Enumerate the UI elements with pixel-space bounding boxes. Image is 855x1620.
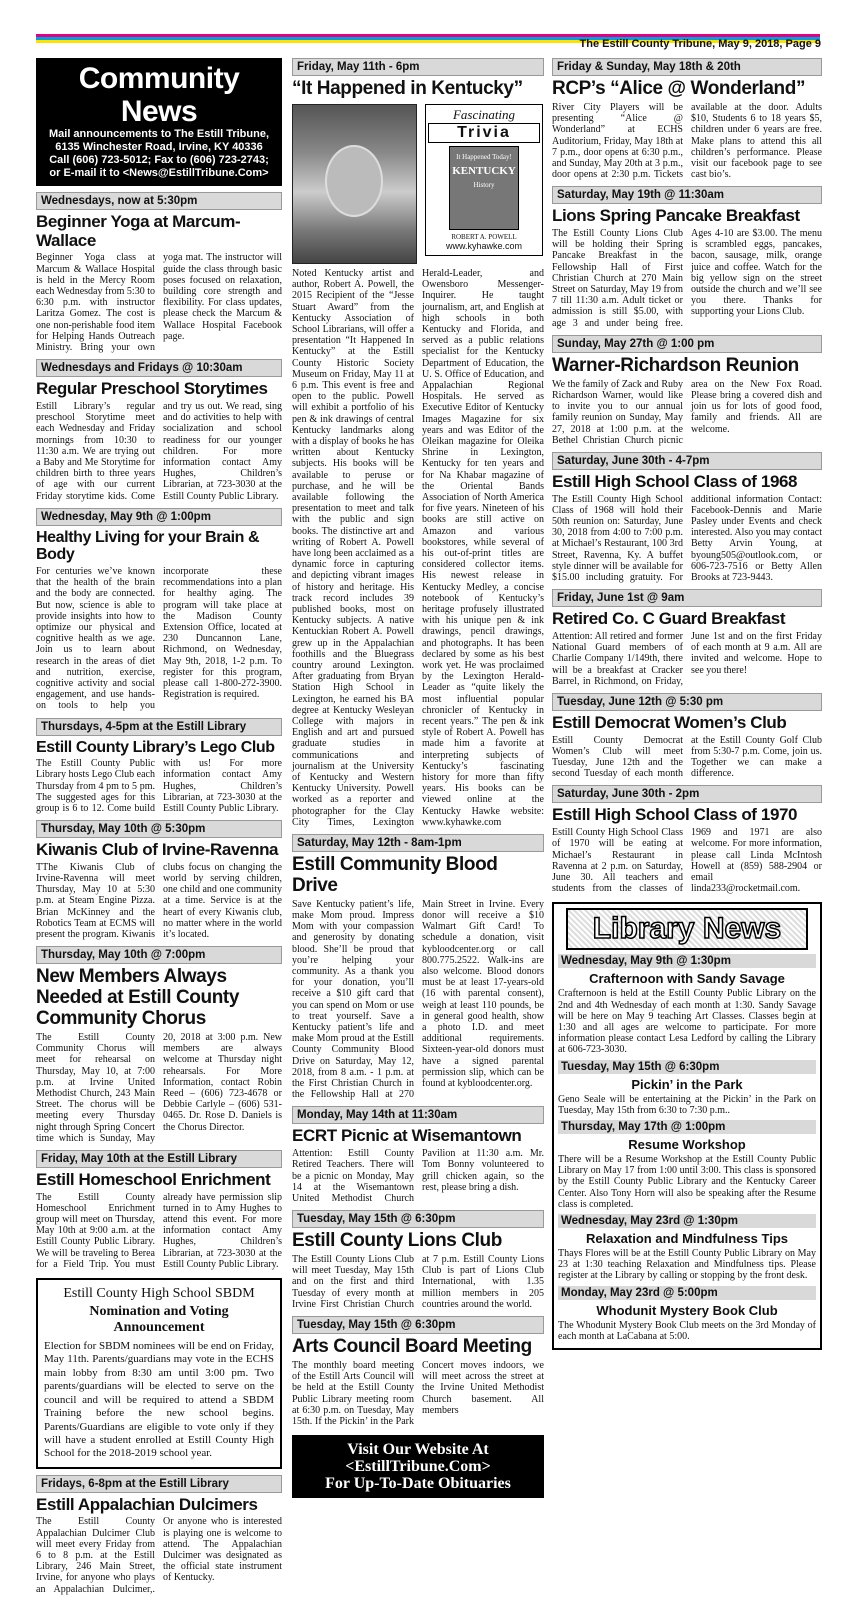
- event-date: Saturday, May 19th @ 11:30am: [552, 186, 822, 204]
- event-date: Thursday, May 10th @ 5:30pm: [36, 820, 282, 838]
- library-event-body: Geno Seale will be entertaining at the Pickin’ in the Park on Tuesday, May 15th from 6:30 to 7:30 p.m..: [558, 1093, 816, 1116]
- sbdm-body: Election for SBDM nominees will be end on Friday, May 11th. Parents/guardians may vote in the ECHS main lobby from 8:30 am until 3:00 pm. Two parents/guardians will be elected to serve on the council and will be required to attend a SBDM Training before the new school begins. Parents/Guardians are eligible to vote only if they will have a student enrolled at Estill County High School for the 2018-2019 school year.: [44, 1340, 274, 1460]
- book-line2: Trivia: [428, 123, 540, 143]
- event-date: Wednesdays, now at 5:30pm: [36, 192, 282, 210]
- library-event-title: Pickin’ in the Park: [631, 1076, 743, 1092]
- library-event-date: Thursday, May 17th @ 1:00pm: [558, 1120, 816, 1134]
- event-body: River City Players will be presenting “Alice @ Wonderland” at ECHS Auditorium, Friday, May 18th at 7 p.m., door opens at 6:30 p.m., and Sunday, May 20th at 3 p.m., door opens at 2:30 p.m. Tickets available at the door. Adults $10, Students 6 to 18 years $5, children under 6 years are free. Make plans to attend this all children’s performance. Please visit our facebook page to see cast bio’s.: [552, 101, 822, 181]
- event-title: Retired Co. C Guard Breakfast: [552, 609, 786, 629]
- event-body: For centuries we’ve known that the health of the brain and the body are connected. But now, science is able to provide insights into how to optimize our physical and cognitive health as we age. Join us to learn about research in the areas of diet and nutrition, exercise, cognitive activity and social engagement, and use hands-on tools to help you incorporate these recommendations into a plan for healthy aging. The program will take place at the Madison County Extension Office, located at 230 Duncannon Lane, Richmond, on Wednesday, May 9th, 2018, 1-2 p.m. To register for this program, please call 1-800-272-3900. Registration is required.: [36, 565, 282, 712]
- book-cover-top: It Happened Today!: [456, 152, 512, 161]
- library-event-body: The Whodunit Mystery Book Club meets on the 3rd Monday of each month at LaCabana at 5:00.: [558, 1319, 816, 1342]
- event-date: Tuesday, June 12th @ 5:30 pm: [552, 693, 822, 711]
- event-body: The Estill County Lions Club will meet Tuesday, May 15th and on the first and third Tuesday of every month at Irvine First Christian Church at 7 p.m. Estill County Lions Club is part of Lions Club International, with 1.35 million members in 205 countries around the world.: [292, 1254, 544, 1310]
- event-date: Wednesdays and Fridays @ 10:30am: [36, 359, 282, 377]
- library-event-body: There will be a Resume Workshop at the Estill County Public Library on May 17 from 1:00 until 3:00. This class is sponsored by the Estill County Public Library and the Kentucky Career Center. Also Tony Horn will also be speaking after the Resume class is completed.: [558, 1153, 816, 1210]
- event-title: Estill High School Class of 1970: [552, 805, 798, 825]
- community-address-line: Mail announcements to The Estill Tribune,: [48, 128, 270, 140]
- event-body: Estill Library’s regular preschool Storytime meet each Wednesday and Friday mornings from 10:30 to 11:30 a.m. We are trying out a Baby and Me Storytime for children birth to three years of age with our current Friday storytime kids. Come and try us out. We read, sing and do activities to help with socialization and school readiness for our younger children. For more information contact Amy Hughes, Children’s Librarian, at 723-3030 at the Estill County Public Library.: [36, 400, 282, 502]
- book-cover: [449, 146, 519, 230]
- book-cover-title: KENTUCKY: [452, 164, 516, 177]
- library-event-body: Thays Flores will be at the Estill County Public Library on May 23 at 1:30 teaching Relaxation and Mindfulness tips. Please register at the Library by calling or stopping by the front desk.: [558, 1248, 816, 1282]
- event-title: RCP’s “Alice @ Wonderland”: [552, 78, 806, 99]
- sbdm-announcement-box: [36, 1278, 282, 1469]
- event-date: Saturday, June 30th - 4-7pm: [552, 452, 822, 470]
- book-cover-image: [425, 104, 543, 256]
- event-date: Wednesday, May 9th @ 1:00pm: [36, 508, 282, 526]
- community-address-line: Call (606) 723-5012; Fax to (606) 723-2743;: [49, 154, 269, 166]
- community-news-title: Community News: [78, 62, 240, 128]
- page-info: The Estill County Tribune, May 9, 2018, Page 9: [579, 38, 821, 50]
- event-title: Beginner Yoga at Marcum-Wallace: [36, 212, 241, 250]
- event-title: Estill County Library’s Lego Club: [36, 738, 275, 756]
- column-left: [36, 58, 282, 1595]
- event-body: Attention: Estill County Retired Teachers. There will be a picnic on Monday, May 14 at the Wisemantown United Methodist Church Pavilion at 11:30 a.m. Mr. Tom Bonny volunteered to grill chicken again, so the rest, please bring a dish.: [292, 1148, 544, 1204]
- event-date: Thursdays, 4-5pm at the Estill Library: [36, 718, 282, 736]
- library-event-date: Tuesday, May 15th @ 6:30pm: [558, 1060, 816, 1074]
- event-title: Estill Community Blood Drive: [292, 854, 498, 896]
- sbdm-heading: Estill County High School SBDM: [63, 1286, 255, 1302]
- author-photo: [292, 104, 417, 264]
- library-event-date: Wednesday, May 9th @ 1:30pm: [558, 954, 816, 968]
- event-title: Estill Appalachian Dulcimers: [36, 1494, 258, 1514]
- community-address-line: 6135 Winchester Road, Irvine, KY 40336: [55, 141, 263, 153]
- event-title: New Members Always Needed at Estill County Community Chorus: [36, 966, 240, 1030]
- event-body: The monthly board meeting of the Estill Arts Council will be held at the Estill County Public Library meeting room at 6:30 p.m. on Tuesday, May 15th. If the Pickin’ in the Park Concert moves indoors, we will meet across the street at the Irvine United Methodist Church basement. All members: [292, 1359, 544, 1427]
- event-body: Estill County High School Class of 1970 will be eating at Michael’s Restaurant in Ravenna at 2 p.m. on Saturday, June 30. All teachers and students from the classes of 1969 and 1971 are also welcome. For more information, please call Linda McIntosh Howell at (859) 588-2904 or email linda233@rocketmail.com.: [552, 827, 822, 895]
- event-title: ECRT Picnic at Wisemantown: [292, 1126, 522, 1146]
- event-date: Friday, May 11th - 6pm: [292, 58, 544, 76]
- event-body: Beginner Yoga class at Marcum & Wallace Hospital is held in the Mercy Room each Wednesday from 5:30 to 6:30 p.m. with instructor Laritza Gomez. The cost is one non-perishable food item for Helping Hands Outreach Ministry. Bring your own yoga mat. The instructor will guide the class through basic poses focused on relaxation, building core strength and flexibility. For class updates, please check the Marcum & Wallace Hospital Facebook page.: [36, 252, 282, 353]
- event-date: Saturday, June 30th - 2pm: [552, 785, 822, 803]
- event-date: Friday, June 1st @ 9am: [552, 589, 822, 607]
- event-date: Friday, May 10th at the Estill Library: [36, 1150, 282, 1168]
- website-banner: [292, 1435, 544, 1498]
- library-event-title: Relaxation and Mindfulness Tips: [585, 1231, 788, 1246]
- book-author: ROBERT A. POWELL: [451, 232, 517, 241]
- library-event-body: Crafternoon is held at the Estill County Public Library on the 2nd and 4th Wednesday of each month at 1:30. Sandy Savage will be here on May 9 teaching Art Classes. Classes begin at 1:30 and all ages are welcome to participate. For more information please contact Lesa Ledford by calling the Library at 606-723-3030.: [558, 988, 816, 1056]
- library-news-title: Library News: [566, 908, 808, 950]
- library-event-title: Crafternoon with Sandy Savage: [589, 971, 785, 987]
- book-url: www.kyhawke.com: [445, 240, 523, 251]
- event-body: Estill County Democrat Women’s Club will meet Tuesday, June 12th and the second Tuesday of each month at the Estill County Golf Club from 5:30-7 p.m. Come, join us. Together we can make a difference.: [552, 734, 822, 780]
- column-right: [552, 58, 822, 1350]
- event-title: Warner-Richardson Reunion: [552, 354, 799, 376]
- event-body: The Estill County Homeschool Enrichment group will meet on Thursday, May 10th at 9:00 a.m. at the Estill County Public Library. We will be traveling to Berea for a Field Trip. You must already have permission slip turned in to Amy Hughes to attend this event. For more information contact Amy Hughes, Children’s Librarian, at 723-3030 at the Estill County Public Library.: [36, 1191, 282, 1270]
- library-event-date: Monday, May 23rd @ 5:00pm: [558, 1286, 816, 1300]
- library-event-title: Whodunit Mystery Book Club: [596, 1302, 778, 1318]
- event-title: Estill High School Class of 1968: [552, 471, 798, 491]
- event-body: The Estill County Lions Club will be holding their Spring Pancake Breakfast in the Fellowship Hall of First Christian Church at 270 Main Street on Saturday, May 19 from 7 till 11:30 a.m. Adult ticket or admission is still $5.00, with age 3 and under being free. Ages 4-10 are $3.00. The menu is scrambled eggs, pancakes, bacon, sausage, milk, orange juice and coffee. Watch for the big yellow sign on the street outside the church and we’ll see you there. Thanks for supporting your Lions Club.: [552, 228, 822, 329]
- event-body: Noted Kentucky artist and author, Robert A. Powell, the 2015 Recipient of the “Jesse Stuart Award” from the Kentucky Association of School Librarians, will offer a presentation “It Happened In Kentucky” at the Estill County Historic Society Museum on Friday, May 11 at 6 p.m. This event is free and open to the public. Powell will exhibit a portfolio of his pen & ink drawings of central Kentucky landmarks along with a display of books he has written about Kentucky subjects. His books will be available to peruse or purchase, and he will be available following the presentation to meet and talk with the public and sign books. The distinctive art and writing of Robert A. Powell have long been acclaimed as a dynamic force in capturing and depicting vibrant images of history and heritage. His track record includes 39 published books, most on Kentucky subjects. A native Kentuckian Robert A. Powell grew up in the Appalachian foothills and the Bluegrass country around Lexington. After graduating from Bryan Station High School in Lexington, he earned his BA degree at Kentucky Wesleyan College with majors in English and art and pursued graduate studies in communications and journalism at the University of Kentucky and Western Kentucky University. Powell worked as a reporter and photographer for the Clay City Times, Lexington Herald-Leader, and Owensboro Messenger-Inquirer. He taught journalism, art, and English at high schools in both Kentucky and Florida, and served as a public relations specialist for the Kentucky Department of Education, the U. S. Office of Education, and Appalachian Regional Hospitals. He served as Executive Editor of Kentucky Images Magazine for six years and was Editor of the Oleikan magazine for Oleika Shrine in Lexington, Kentucky for ten years and for Na Khabar magazine of the Oriental Bands Association of North America for five years. Nineteen of his books are still active on Amazon and various bookstores, while several of his out-of-print titles are considered collector items. His newest release in Kentucky Medley, a concise notebook of Kentucky’s heritage profusely illustrated with his unique pen & ink drawings, pencil drawings, and photographs. It has been declared by some as his best work yet. He was proclaimed by the Lexington Herald-Leader as “quite likely the most influential popular chronicler of Kentucky in recent years.” The pen & ink style of Robert A. Powell has made him a favorite at interpreting subjects of Kentucky’s fascinating history for more than fifty years. His books can be viewed online at the Kentucky Hawke website: www.kyhawke.com: [292, 267, 544, 828]
- library-event-title: Resume Workshop: [628, 1136, 746, 1152]
- event-body: The Estill County High School Class of 1968 will hold their 50th reunion on: Saturday, June 30, 2018 from 4:00 to 7:00 p.m. at Michael’s Restaurant, 100 3rd Street, Ravenna, Ky. A buffet style dinner will be available for $15.00 including gratuity. For additional information Contact: Facebook-Dennis and Marie Pasley under Events and check interested. Also you may contact Betty Arvin Young, at byoung505@outlook.com, or 606-723-7516 or Betty Allen Brooks at 723-9443.: [552, 493, 822, 584]
- website-link[interactable]: <EstillTribune.Com>: [345, 1458, 491, 1476]
- column-middle: [292, 58, 544, 1498]
- event-date: Tuesday, May 15th @ 6:30pm: [292, 1210, 544, 1228]
- event-body: The Estill County Public Library hosts Lego Club each Thursday from 4 pm to 5 pm. The suggested ages for this group is 6 to 12. Come build with us! For more information contact Amy Hughes, Children’s Librarian, at 723-3030 at the Estill County Public Library.: [36, 758, 282, 814]
- event-date: Thursday, May 10th @ 7:00pm: [36, 946, 282, 964]
- community-address-line: or E-mail it to <News@EstillTribune.Com>: [49, 167, 269, 179]
- event-body: The Estill County Appalachian Dulcimer Club will meet every Friday from 6 to 8 p.m. at the Estill Library, 246 Main Street, Irvine, for anyone who plays an Appalachian Dulcimer,. Or anyone who is interested is playing one is welcome to attend. The Appalachian Dulcimer was designated as the official state instrument of Kentucky.: [36, 1516, 282, 1595]
- website-line3: For Up-To-Date Obituaries: [325, 1475, 511, 1493]
- event-body: We the family of Zack and Ruby Richardson Warner, would like to invite you to our annual family reunion on Sunday, May 27, 2018 at 1:00 p.m. at the Bethel Christian Church picnic area on the New Fox Road. Please bring a covered dish and join us for lots of good food, family and friends. All are welcome.: [552, 378, 822, 446]
- event-title: Lions Spring Pancake Breakfast: [552, 206, 800, 226]
- event-date: Fridays, 6-8pm at the Estill Library: [36, 1475, 282, 1493]
- book-line1: Fascinating: [452, 106, 516, 122]
- event-date: Sunday, May 27th @ 1:00 pm: [552, 335, 822, 353]
- event-body: Attention: All retired and former National Guard members of Charlie Company 1/149th, there will be a breakfast at Cracker Barrel, in Richmond, on Friday, June 1st and on the first Friday of each month at 9 a.m. All are invited and welcome. Hope to see you there!: [552, 630, 822, 687]
- event-title: Estill Democrat Women’s Club: [552, 712, 787, 732]
- event-title: Healthy Living for your Brain & Body: [36, 528, 260, 564]
- event-date: Monday, May 14th at 11:30am: [292, 1106, 544, 1124]
- event-date: Friday & Sunday, May 18th & 20th: [552, 58, 822, 76]
- event-title: Estill County Lions Club: [292, 1230, 502, 1252]
- event-date: Saturday, May 12th - 8am-1pm: [292, 834, 544, 852]
- event-date: Tuesday, May 15th @ 6:30pm: [292, 1316, 544, 1334]
- event-body: The Estill County Community Chorus will meet for rehearsal on Thursday, May 10, at 7:00 p.m. at Irvine United Methodist Church, 243 Main Street. The chorus will be meeting every Thursday night through Spring Concert time which is Sunday, May 20, 2018 at 3:00 p.m. New members are always welcome at Thursday night rehearsals. For More Information, contact Robin Reed – (606) 723-4678 or Debbie Carlyle – (606) 531-0465. Dr. Rose D. Daniels is the Chorus Director.: [36, 1031, 282, 1144]
- event-title: Arts Council Board Meeting: [292, 1336, 532, 1358]
- event-title: Kiwanis Club of Irvine-Ravenna: [36, 840, 279, 860]
- sbdm-subheading: Nomination and Voting Announcement: [89, 1304, 229, 1336]
- event-body: TThe Kiwanis Club of Irvine-Ravenna will meet Thursday, May 10 at 5:30 p.m. at Steam Engine Pizza. Brian McKinney and the Robotics Team at ECMS will present the program. Kiwanis clubs focus on changing the world by serving children, one child and one community at a time. Service is at the heart of every Kiwanis club, no matter where in the world it’s located.: [36, 861, 282, 941]
- community-news-banner: [36, 58, 282, 186]
- event-title: Regular Preschool Storytimes: [36, 379, 268, 399]
- website-line1: Visit Our Website At: [347, 1441, 489, 1459]
- library-news-box: [552, 902, 822, 1350]
- event-title: “It Happened in Kentucky”: [292, 78, 523, 99]
- library-event-date: Wednesday, May 23rd @ 1:30pm: [558, 1214, 816, 1228]
- book-cover-sub: History: [473, 180, 495, 189]
- event-body: Save Kentucky patient’s life, make Mom proud. Impress Mom with your compassion and generosity by donating blood. She’ll be proud that you’re helping your community. As a thank you for your donation, you’ll receive a $10 gift card that you can spend on Mom or use to treat yourself. Save a Kentucky patient’s life and make Mom proud at the Estill County Community Blood Drive on Saturday, May 12, 2018, from 8 a.m. - 1 p.m. at the First Christian Church in the Fellowship Hall at 270 Main Street in Irvine. Every donor will receive a $10 Walmart Gift Card! To schedule a donation, visit kybloodcenter.org or call 800.775.2522. Walk-ins are also welcome. Blood donors must be at least 17-years-old (16 with parental consent), weigh at least 110 pounds, be in general good health, show a photo I.D. and meet additional requirements. Sixteen-year-old donors must have a signed parental permission slip, which can be found at kybloodcenter.org.: [292, 898, 544, 1101]
- event-title: Estill Homeschool Enrichment: [36, 1169, 271, 1189]
